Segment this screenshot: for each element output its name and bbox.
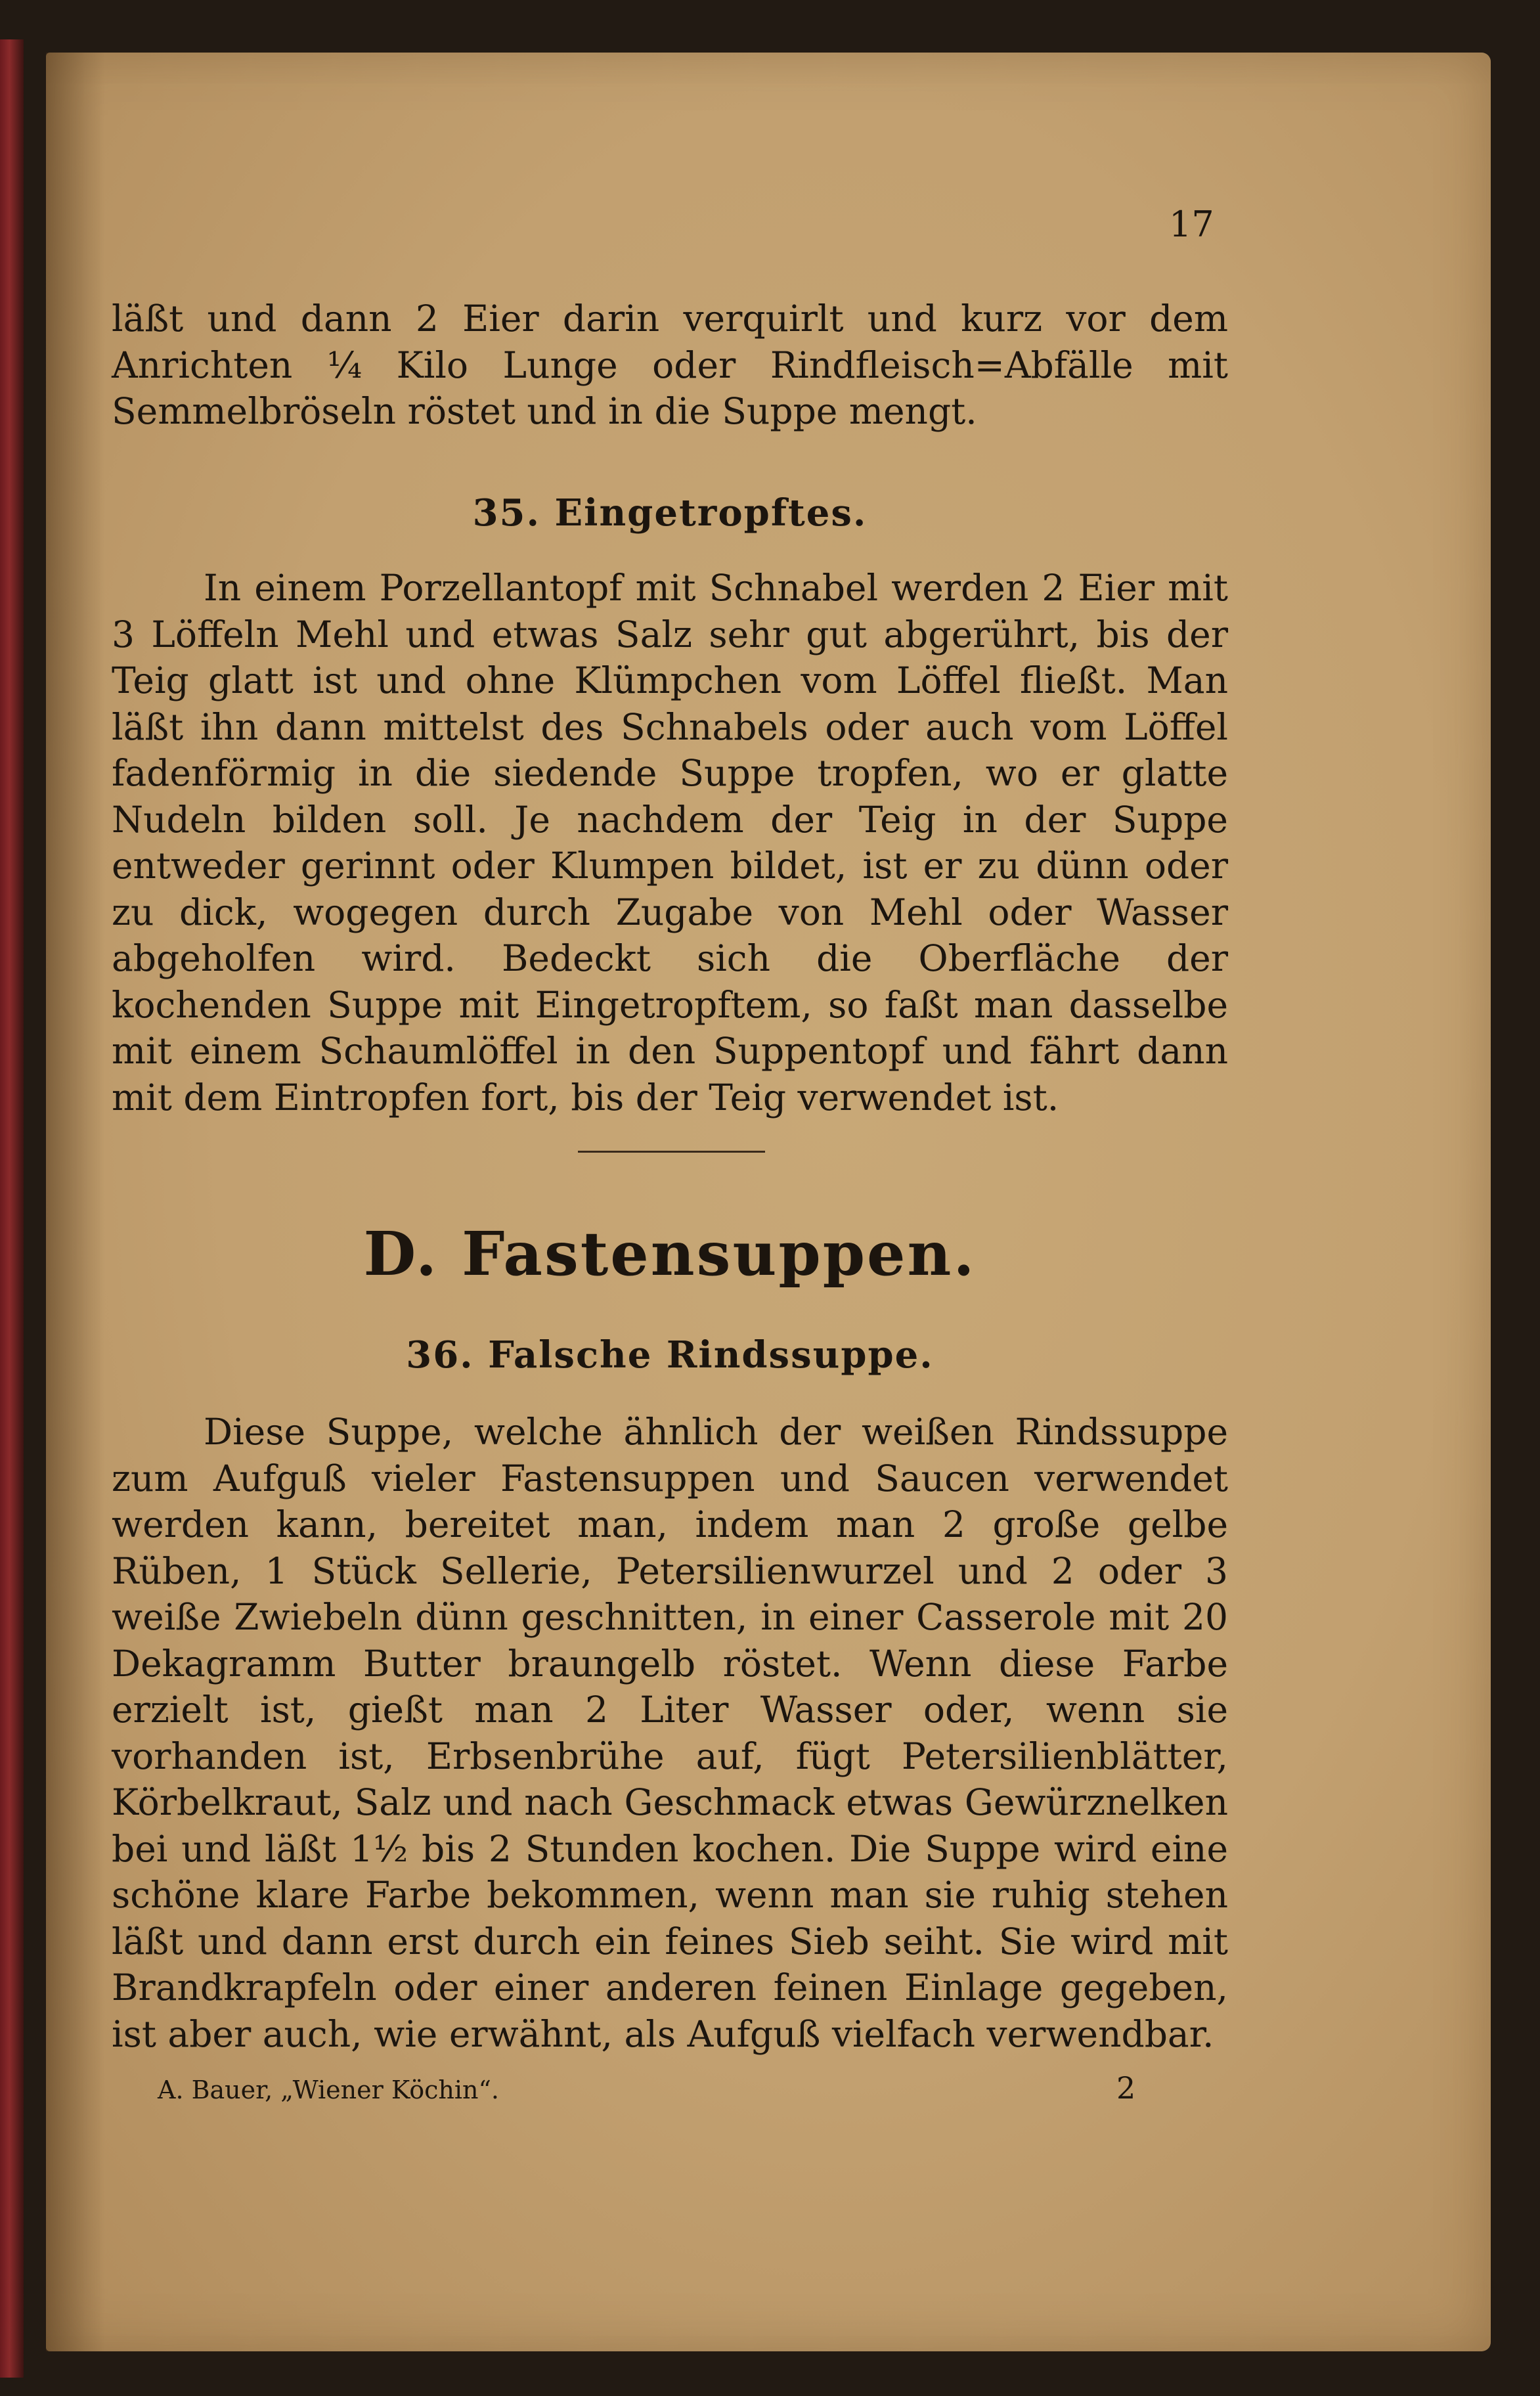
gutter-shadow [46,53,105,2351]
footer-sheet-number: 2 [1116,2070,1136,2106]
section-title: D. Fastensuppen. [363,1218,977,1289]
recipe-35-heading: 35. Eingetropftes. [472,491,868,535]
recipe-36-body [112,1409,1228,2057]
recipe-35-text: In einem Porzellantopf mit Schnabel werden 2 Eier mit 3 Löffeln Mehl und etwas Salz sehr gut abgerührt, bis der Teig glatt ist und ohne Klümpchen vom Löffel fließt. Man läßt ihn dann mittelst des Schnabels oder auch vom Löffel fadenförmig in die siedende Suppe tropfen, wo er glatte Nudeln bilden soll. Je nachdem der Teig in der Suppe entweder gerinnt oder Klumpen bildet, ist er zu dünn oder zu dick, wogegen durch Zugabe von Mehl oder Wasser abgeholfen wird. Bedeckt sich die Oberfläche der kochenden Suppe mit Eingetropftem, so faßt man dasselbe mit einem Schaumlöffel in den Suppentopf und fährt dann mit dem Eintropfen fort, bis der Teig verwendet ist. [112,567,1228,1119]
footer-signature: A. Bauer, „Wiener Köchin“. [158,2075,499,2104]
continued-paragraph [112,296,1228,435]
continued-paragraph-text: läßt und dann 2 Eier darin verquirlt und kurz vor dem Anrichten ¼ Kilo Lunge oder Rindfleisch=Abfälle mit Semmelbröseln röstet und in die Suppe mengt. [112,298,1228,432]
recipe-36-heading: 36. Falsche Rindssuppe. [406,1333,934,1377]
book-binding [0,39,24,2378]
recipe-36-text: Diese Suppe, welche ähnlich der weißen Rindssuppe zum Aufguß vieler Fastensuppen und Saucen verwendet werden kann, bereitet man, indem man 2 große gelbe Rüben, 1 Stück Sellerie, Petersilienwurzel und 2 oder 3 weiße Zwiebeln dünn geschnitten, in einer Casserole mit 20 Dekagramm Butter braungelb röstet. Wenn diese Farbe erzielt ist, gießt man 2 Liter Wasser oder, wenn sie vorhanden ist, Erbsenbrühe auf, fügt Petersilienblätter, Körbelkraut, Salz und nach Geschmack etwas Gewürznelken bei und läßt 1½ bis 2 Stunden kochen. Die Suppe wird eine schöne klare Farbe bekommen, wenn man sie ruhig stehen läßt und dann erst durch ein feines Sieb seiht. Sie wird mit Brandkrapfeln oder einer anderen feinen Einlage gegeben, ist aber auch, wie erwähnt, als Aufguß vielfach verwendbar. [112,1411,1228,2055]
recipe-35-body [112,565,1228,1120]
section-divider [578,1151,765,1153]
page-number: 17 [1169,204,1214,245]
